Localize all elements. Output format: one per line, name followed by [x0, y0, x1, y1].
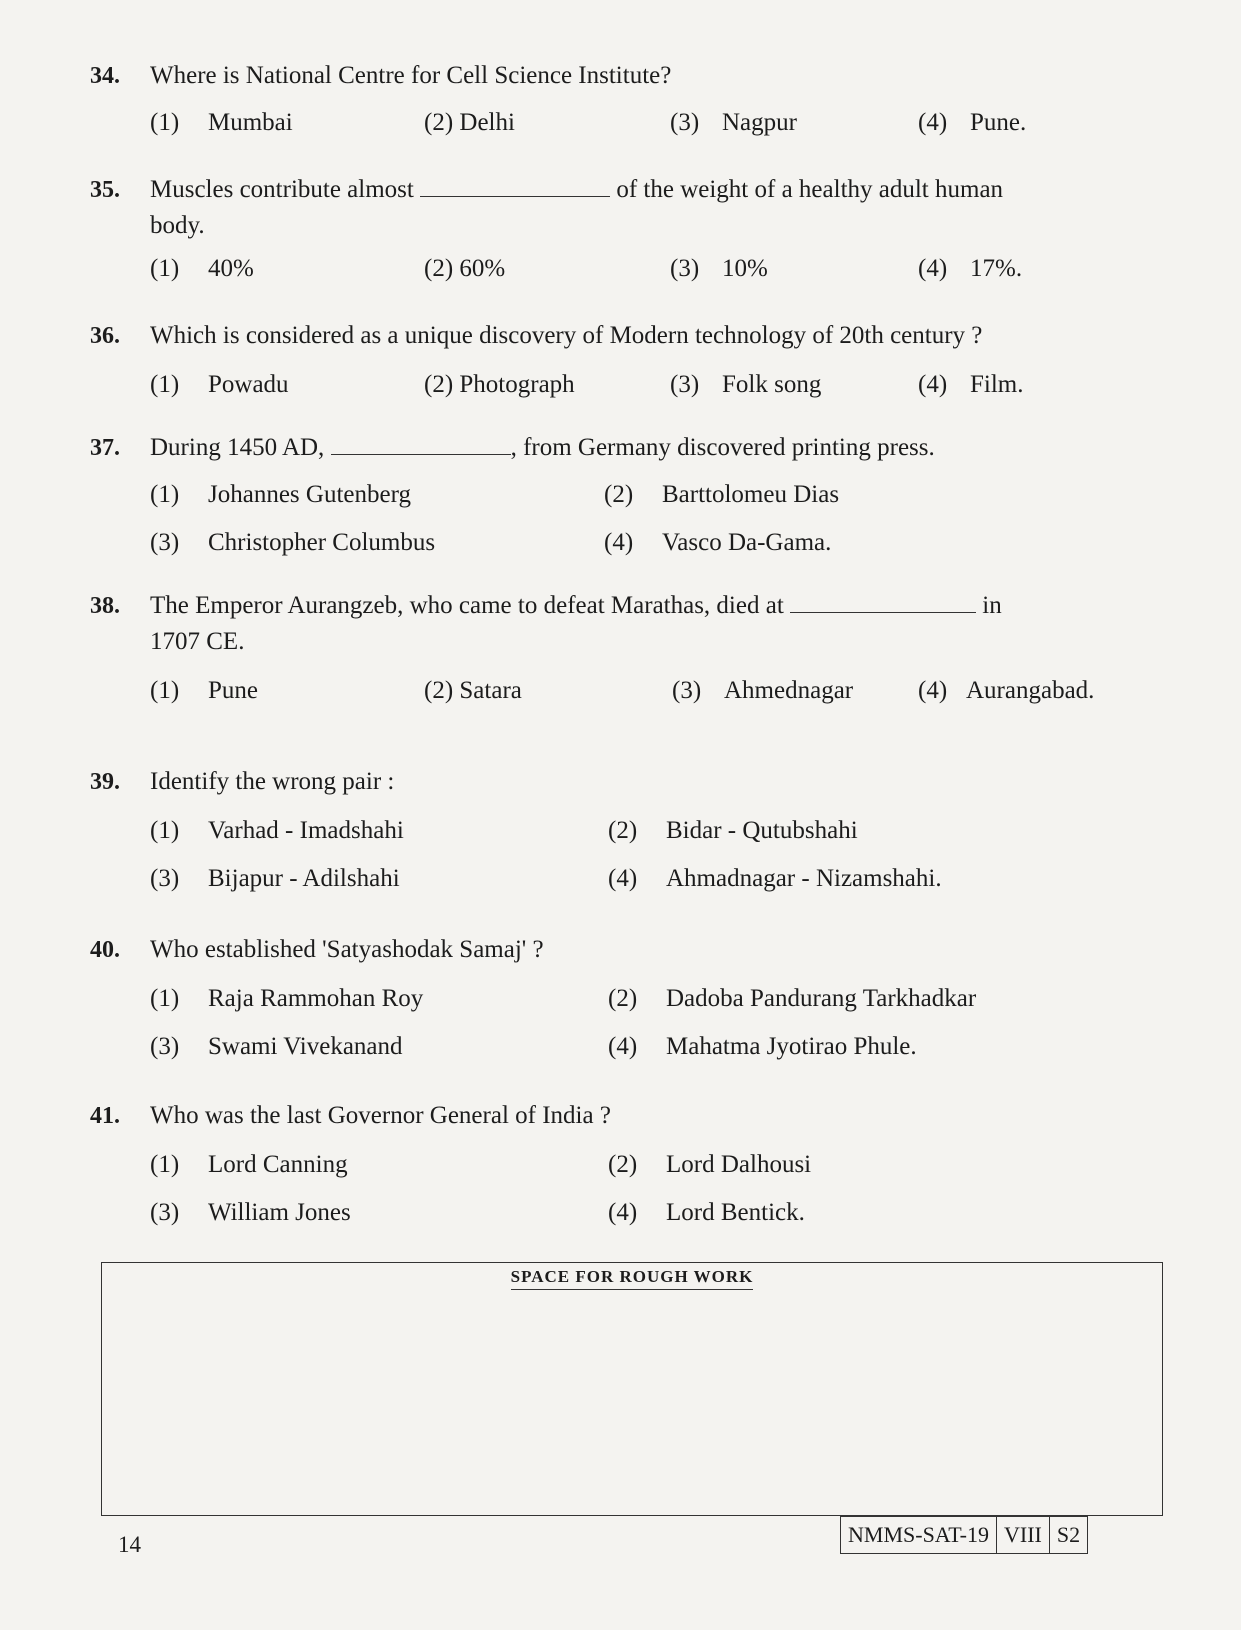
- option-3: (3) 10%: [670, 255, 768, 282]
- question-38: [90, 588, 1160, 704]
- option-2: (2) Barttolomeu Dias: [604, 481, 840, 508]
- option-1: (1) Lord Canning: [150, 1151, 348, 1178]
- option-4: (4) Aurangabad.: [918, 677, 1095, 704]
- option-3: (3) Nagpur: [670, 109, 797, 136]
- question-text: The Emperor Aurangzeb, who came to defeat Marathas, died at in: [150, 592, 1002, 619]
- option-4: (4) Pune.: [918, 109, 1027, 136]
- question-35: [90, 172, 1160, 282]
- paper-code-box: [840, 1516, 1088, 1554]
- answer-blank: [420, 174, 610, 197]
- paper-set: S2: [1056, 1522, 1081, 1547]
- option-3: (3) William Jones: [150, 1199, 351, 1226]
- option-1: (1) 40%: [150, 255, 254, 282]
- question-text: Where is National Centre for Cell Science Institute?: [150, 62, 672, 89]
- question-text: During 1450 AD, , from Germany discovered printing press.: [150, 434, 935, 461]
- question-number: 37.: [90, 435, 120, 461]
- option-4: (4) Mahatma Jyotirao Phule.: [608, 1033, 917, 1060]
- answer-blank: [331, 432, 511, 455]
- question-number: 34.: [90, 63, 120, 89]
- option-2: (2) Delhi: [424, 109, 515, 136]
- question-36: [90, 318, 1160, 398]
- option-2: (2) 60%: [424, 255, 506, 282]
- option-3: (3) Swami Vivekanand: [150, 1033, 403, 1060]
- option-3: (3) Folk song: [670, 371, 822, 398]
- question-number: 36.: [90, 323, 120, 349]
- paper-code: NMMS-SAT-19: [841, 1517, 997, 1553]
- question-text: Muscles contribute almost of the weight of a healthy adult human: [150, 176, 1004, 203]
- option-3: (3) Ahmednagar: [672, 677, 854, 704]
- question-text: Who was the last Governor General of India ?: [150, 1102, 611, 1129]
- option-4: (4) Film.: [918, 371, 1024, 398]
- option-4: (4) Lord Bentick.: [608, 1199, 805, 1226]
- option-2: (2) Dadoba Pandurang Tarkhadkar: [608, 985, 977, 1012]
- option-2: (2) Bidar - Qutubshahi: [608, 817, 858, 844]
- option-1: (1) Powadu: [150, 371, 289, 398]
- option-2: (2) Satara: [424, 677, 522, 704]
- question-number: 38.: [90, 593, 120, 619]
- option-1: (1) Mumbai: [150, 109, 293, 136]
- answer-blank: [790, 590, 976, 613]
- rough-work-box: [101, 1262, 1163, 1516]
- option-3: (3) Christopher Columbus: [150, 529, 436, 556]
- question-number: 35.: [90, 177, 120, 203]
- paper-class: VIII: [997, 1517, 1050, 1553]
- option-1: (1) Varhad - Imadshahi: [150, 817, 404, 844]
- option-2: (2) Photograph: [424, 371, 575, 398]
- option-4: (4) 17%.: [918, 255, 1023, 282]
- option-1: (1) Raja Rammohan Roy: [150, 985, 424, 1012]
- question-39: [90, 764, 1160, 892]
- option-1: (1) Pune: [150, 677, 258, 704]
- question-text: Who established 'Satyashodak Samaj' ?: [150, 936, 544, 963]
- question-37: [90, 430, 1160, 556]
- rough-work-title: SPACE FOR ROUGH WORK: [102, 1267, 1162, 1287]
- question-41: [90, 1098, 1160, 1226]
- option-3: (3) Bijapur - Adilshahi: [150, 865, 400, 892]
- question-34: [90, 58, 1160, 136]
- question-text: Identify the wrong pair :: [150, 768, 395, 795]
- option-4: (4) Ahmadnagar - Nizamshahi.: [608, 865, 942, 892]
- question-number: 39.: [90, 769, 120, 795]
- question-text-continued: 1707 CE.: [150, 628, 245, 655]
- question-number: 40.: [90, 937, 120, 963]
- page-number: 14: [118, 1532, 141, 1557]
- question-40: [90, 932, 1160, 1060]
- question-number: 41.: [90, 1103, 120, 1129]
- option-1: (1) Johannes Gutenberg: [150, 481, 411, 508]
- option-2: (2) Lord Dalhousi: [608, 1151, 812, 1178]
- question-text: Which is considered as a unique discovery of Modern technology of 20th century ?: [150, 322, 983, 349]
- option-4: (4) Vasco Da-Gama.: [604, 529, 832, 556]
- question-text-continued: body.: [150, 212, 205, 239]
